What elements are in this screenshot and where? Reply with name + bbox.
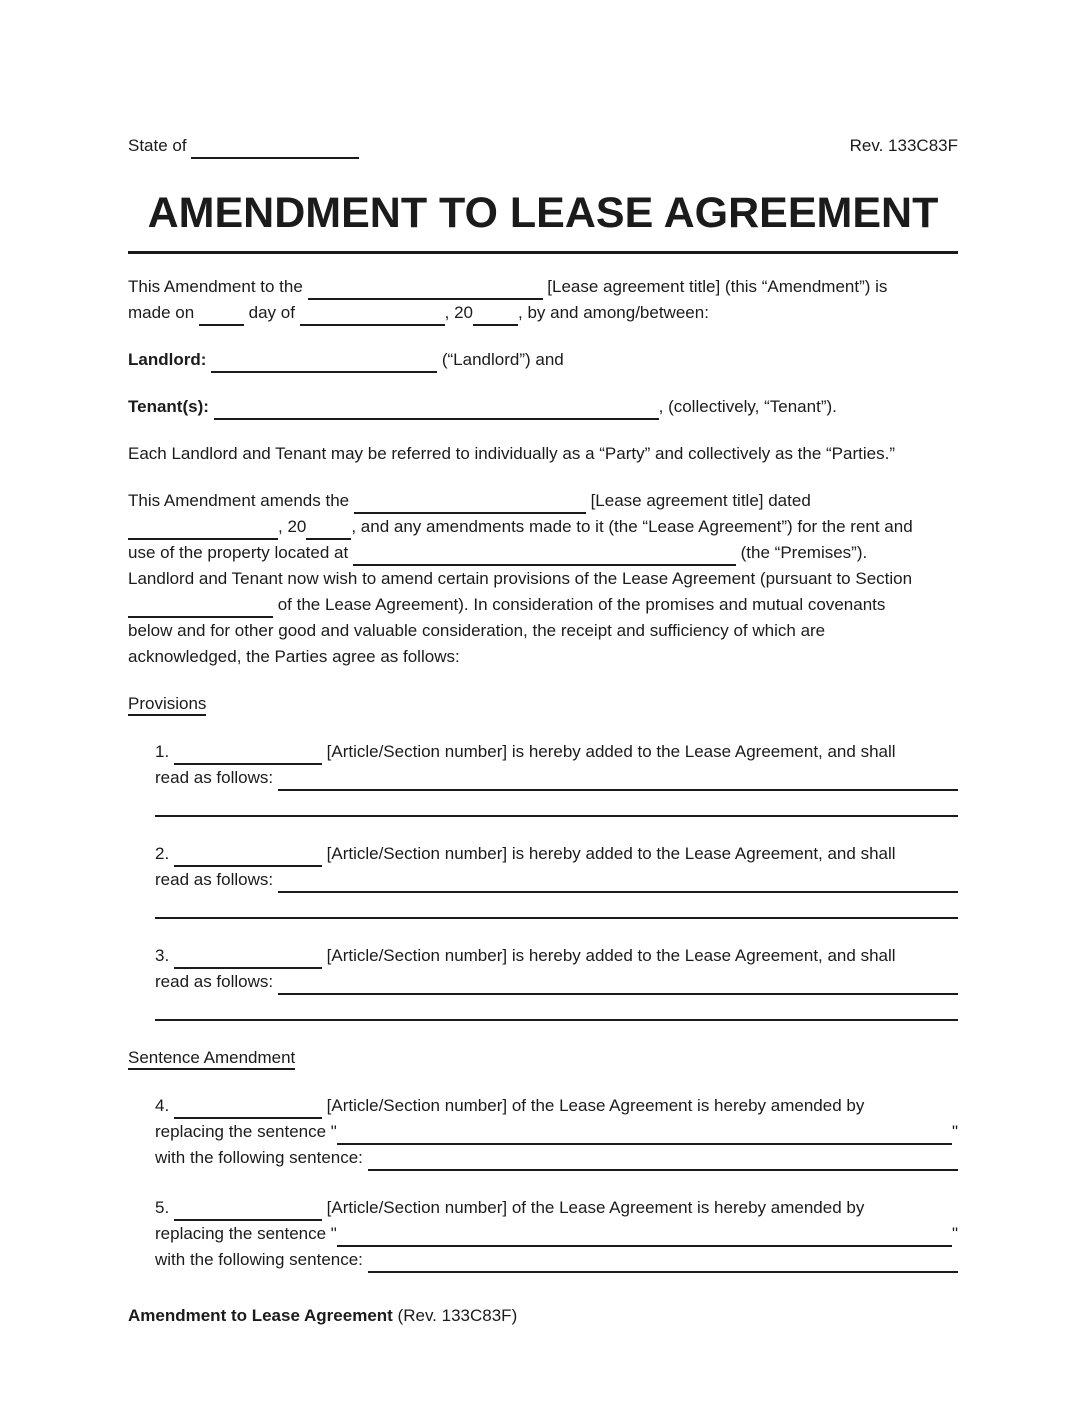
text-line [155,1221,958,1247]
tenant-line [128,394,958,420]
revision-number: Rev. 133C83F [849,136,958,155]
blank-field [174,945,322,969]
blank-field [128,516,278,540]
text-run: [Article/Section number] of the Lease Agreement is hereby amended by [321,1096,865,1115]
text-line [155,1247,958,1273]
text-run: , by and among/between: [518,303,709,322]
text-run: , and any amendments made to it (the “Lease Agreement”) for the rent and [351,517,913,536]
text-run: with the following sentence: [155,1148,368,1167]
text-run: " [951,1224,958,1243]
text-run: , 20 [278,517,307,536]
blank-field [353,542,736,566]
text-run: Landlord and Tenant now wish to amend certain provisions of the Lease Agreement (pursuant to Section [128,569,913,588]
text-run: with the following sentence: [155,1250,368,1269]
text-run: Each Landlord and Tenant may be referred to individually as a “Party” and collectively as the “Parties.” [128,444,895,463]
blank-field [174,1095,322,1119]
bold-label: Landlord: [128,350,212,369]
blank-field [174,1197,322,1221]
blank-field [174,741,322,765]
blank-field [300,302,445,326]
document-footer [128,1303,958,1329]
document-body [128,274,958,1273]
text-run: use of the property located at [128,543,353,562]
amends-paragraph [128,488,958,670]
text-run: , 20 [444,303,474,322]
blank-field [278,869,958,893]
text-line [155,739,958,765]
text-line [155,841,958,867]
text-line [128,441,958,467]
provision-item-3 [155,943,958,1021]
text-run: read as follows: [155,972,278,991]
title-rule [128,251,958,254]
text-line [128,566,958,592]
text-run: read as follows: [155,768,278,787]
blank-field [368,1249,958,1273]
text-run: read as follows: [155,870,278,889]
text-run: (the “Premises”). [735,543,868,562]
text-line [128,592,958,618]
text-run: day of [243,303,300,322]
landlord-line [128,347,958,373]
text-run: , (collectively, “Tenant”). [658,397,837,416]
state-label: State of [128,136,192,155]
text-run: [Lease agreement title] dated [585,491,811,510]
text-run: [Article/Section number] of the Lease Agreement is hereby amended by [321,1198,865,1217]
text-line [128,514,958,540]
text-run: [Article/Section number] is hereby added to the Lease Agreement, and shall [321,742,896,761]
blank-field [337,1223,952,1247]
text-run: 1. [155,742,174,761]
bold-label: Tenant(s): [128,397,214,416]
blank-field [174,843,322,867]
text-line [155,1195,958,1221]
blank-field [155,895,958,919]
text-run: of the Lease Agreement). In consideration of the promises and mutual covenants [273,595,886,614]
text-line [128,488,958,514]
blank-field [155,997,958,1021]
text-run: [Article/Section number] is hereby added to the Lease Agreement, and shall [321,946,896,965]
text-run: [Lease agreement title] (this “Amendment”) is [542,277,888,296]
text-line [155,867,958,893]
sentence-item-5 [155,1195,958,1273]
blank-field [278,971,958,995]
text-line [155,943,958,969]
footer-revision: (Rev. 133C83F) [392,1306,518,1325]
text-line [128,394,958,420]
text-run: (“Landlord”) and [437,350,564,369]
text-line [155,893,958,919]
text-line [128,347,958,373]
state-blank-field [191,135,359,159]
text-line [128,618,958,644]
text-run: 5. [155,1198,174,1217]
text-line [128,644,958,670]
provisions-heading [128,691,958,717]
page-title: AMENDMENT TO LEASE AGREEMENT [147,189,939,237]
text-run: 4. [155,1096,174,1115]
text-run: replacing the sentence " [155,1122,337,1141]
text-line [155,969,958,995]
parties-paragraph [128,441,958,467]
section-heading-label: Provisions [128,694,206,716]
text-line [128,540,958,566]
blank-field [473,302,518,326]
document-header [128,133,958,159]
blank-field [128,594,273,618]
text-run: below and for other good and valuable consideration, the receipt and sufficiency of which are [128,621,826,640]
blank-field [354,490,586,514]
text-run: " [951,1122,958,1141]
blank-field [337,1121,952,1145]
footer-title: Amendment to Lease Agreement [128,1306,393,1325]
text-line [128,300,958,326]
text-line [128,274,958,300]
text-line [155,1093,958,1119]
blank-field [199,302,244,326]
blank-field [308,276,543,300]
blank-field [278,767,958,791]
text-run: This Amendment to the [128,277,308,296]
provision-item-1 [155,739,958,817]
blank-field [155,793,958,817]
text-run: This Amendment amends the [128,491,354,510]
text-line [155,765,958,791]
text-run: [Article/Section number] is hereby added to the Lease Agreement, and shall [321,844,896,863]
text-run: 3. [155,946,174,965]
blank-field [214,396,659,420]
text-line [155,791,958,817]
sentence-amendment-heading [128,1045,958,1071]
text-run: made on [128,303,199,322]
blank-field [211,349,437,373]
blank-field [306,516,351,540]
text-line [155,995,958,1021]
text-run: acknowledged, the Parties agree as follows: [128,647,460,666]
state-line [128,133,359,159]
text-run: replacing the sentence " [155,1224,337,1243]
text-line [155,1119,958,1145]
text-run: 2. [155,844,174,863]
provision-item-2 [155,841,958,919]
blank-field [368,1147,958,1171]
text-line [155,1145,958,1171]
sentence-item-4 [155,1093,958,1171]
intro-paragraph [128,274,958,326]
section-heading-label: Sentence Amendment [128,1048,295,1070]
